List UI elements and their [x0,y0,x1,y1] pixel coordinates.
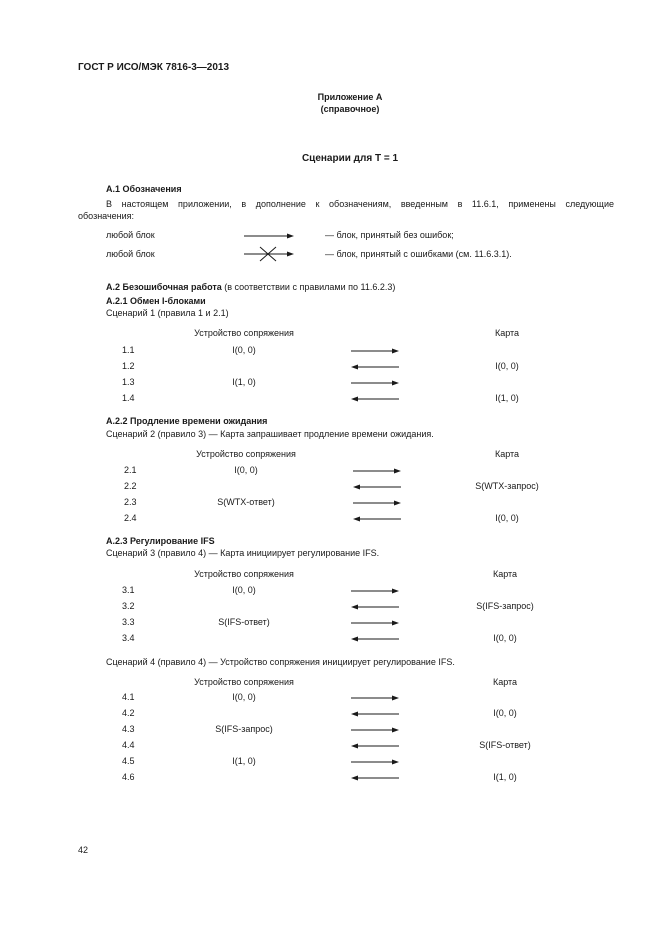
interface-message: S(IFS-запрос) [215,724,273,734]
arrow-right-icon [353,499,401,507]
step-number: 4.4 [122,740,135,750]
arrow-left-icon [351,635,399,643]
step-number: 4.6 [122,772,135,782]
section-a2-heading-rest: (в соответствии с правилами по 11.6.2.3) [221,282,396,292]
appendix-title: Приложение А [317,92,383,102]
arrow-left-icon [353,515,401,523]
card-message: I(1, 0) [495,393,519,403]
interface-message: I(1, 0) [232,377,256,387]
step-number: 4.1 [122,692,135,702]
column-header-card: Карта [492,569,518,579]
step-number: 1.1 [122,345,135,355]
arrow-left-icon [351,774,399,782]
step-number: 2.2 [124,481,137,491]
arrow-right-icon [351,694,399,702]
arrow-left-icon [351,395,399,403]
step-number: 2.4 [124,513,137,523]
step-number: 4.3 [122,724,135,734]
interface-message: I(0, 0) [232,585,256,595]
arrow-left-icon [351,742,399,750]
section-a2-heading [106,282,395,292]
legend-arrow-error [244,246,294,262]
card-message: S(IFS-ответ) [479,740,531,750]
card-message: I(0, 0) [495,361,519,371]
scenario-heading: А.2.2 Продление времени ожидания [106,416,268,426]
step-number: 3.3 [122,617,135,627]
document-header: ГОСТ Р ИСО/МЭК 7816-3—2013 [78,62,230,73]
section-a2-heading-bold: А.2 Безошибочная работа [106,282,222,292]
section-a1-heading: А.1 Обозначения [106,184,182,194]
scenario-description: Сценарий 2 (правило 3) — Карта запрашивает продление времени ожидания. [106,429,434,439]
legend-meaning: — блок, принятый с ошибками (см. 11.6.3.1). [325,249,512,259]
interface-message: I(0, 0) [234,465,258,475]
arrow-right-icon [351,726,399,734]
arrow-right-icon [351,758,399,766]
scenario-heading: А.2.3 Регулирование IFS [106,536,215,546]
legend-meaning: — блок, принятый без ошибок; [325,230,454,240]
column-header-interface: Устройство сопряжения [194,569,294,579]
column-header-card: Карта [494,328,520,338]
legend-label: любой блок [106,249,155,259]
legend-label: любой блок [106,230,155,240]
interface-message: I(0, 0) [232,692,256,702]
card-message: S(IFS-запрос) [476,601,534,611]
card-message: I(0, 0) [493,633,517,643]
section-a1-text-line1: В настоящем приложении, в дополнение к обозначениям, введенным в 11.6.1, применены следующие [106,199,614,209]
arrow-left-icon [351,710,399,718]
arrow-right-icon [351,619,399,627]
column-header-interface: Устройство сопряжения [194,328,294,338]
step-number: 4.5 [122,756,135,766]
page-number: 42 [78,845,89,855]
arrow-right-icon [351,587,399,595]
card-message: I(1, 0) [493,772,517,782]
legend-arrow-ok [244,232,294,240]
arrow-right-icon [353,467,401,475]
step-number: 1.2 [122,361,135,371]
card-message: I(0, 0) [495,513,519,523]
card-message: I(0, 0) [493,708,517,718]
appendix-subtitle: (справочное) [320,104,380,114]
interface-message: S(WTX-ответ) [217,497,275,507]
scenario-heading: А.2.1 Обмен I-блоками [106,296,206,306]
step-number: 2.3 [124,497,137,507]
step-number: 3.4 [122,633,135,643]
scenario-description: Сценарий 3 (правило 4) — Карта инициирует регулирование IFS. [106,548,380,558]
column-header-interface: Устройство сопряжения [196,449,296,459]
column-header-card: Карта [492,677,518,687]
interface-message: S(IFS-ответ) [218,617,270,627]
arrow-right-icon [351,347,399,355]
arrow-right-icon [351,379,399,387]
step-number: 1.3 [122,377,135,387]
step-number: 1.4 [122,393,135,403]
scenario-description: Сценарий 1 (правила 1 и 2.1) [106,308,229,318]
main-title: Сценарии для T = 1 [301,153,399,164]
arrow-left-icon [351,603,399,611]
step-number: 3.2 [122,601,135,611]
step-number: 3.1 [122,585,135,595]
arrow-left-icon [353,483,401,491]
interface-message: I(1, 0) [232,756,256,766]
section-a1-text-line2: обозначения: [78,211,135,221]
scenario-description: Сценарий 4 (правило 4) — Устройство сопряжения инициирует регулирование IFS. [106,657,455,667]
step-number: 2.1 [124,465,137,475]
step-number: 4.2 [122,708,135,718]
card-message: S(WTX-запрос) [475,481,539,491]
column-header-card: Карта [494,449,520,459]
arrow-left-icon [351,363,399,371]
column-header-interface: Устройство сопряжения [194,677,294,687]
interface-message: I(0, 0) [232,345,256,355]
